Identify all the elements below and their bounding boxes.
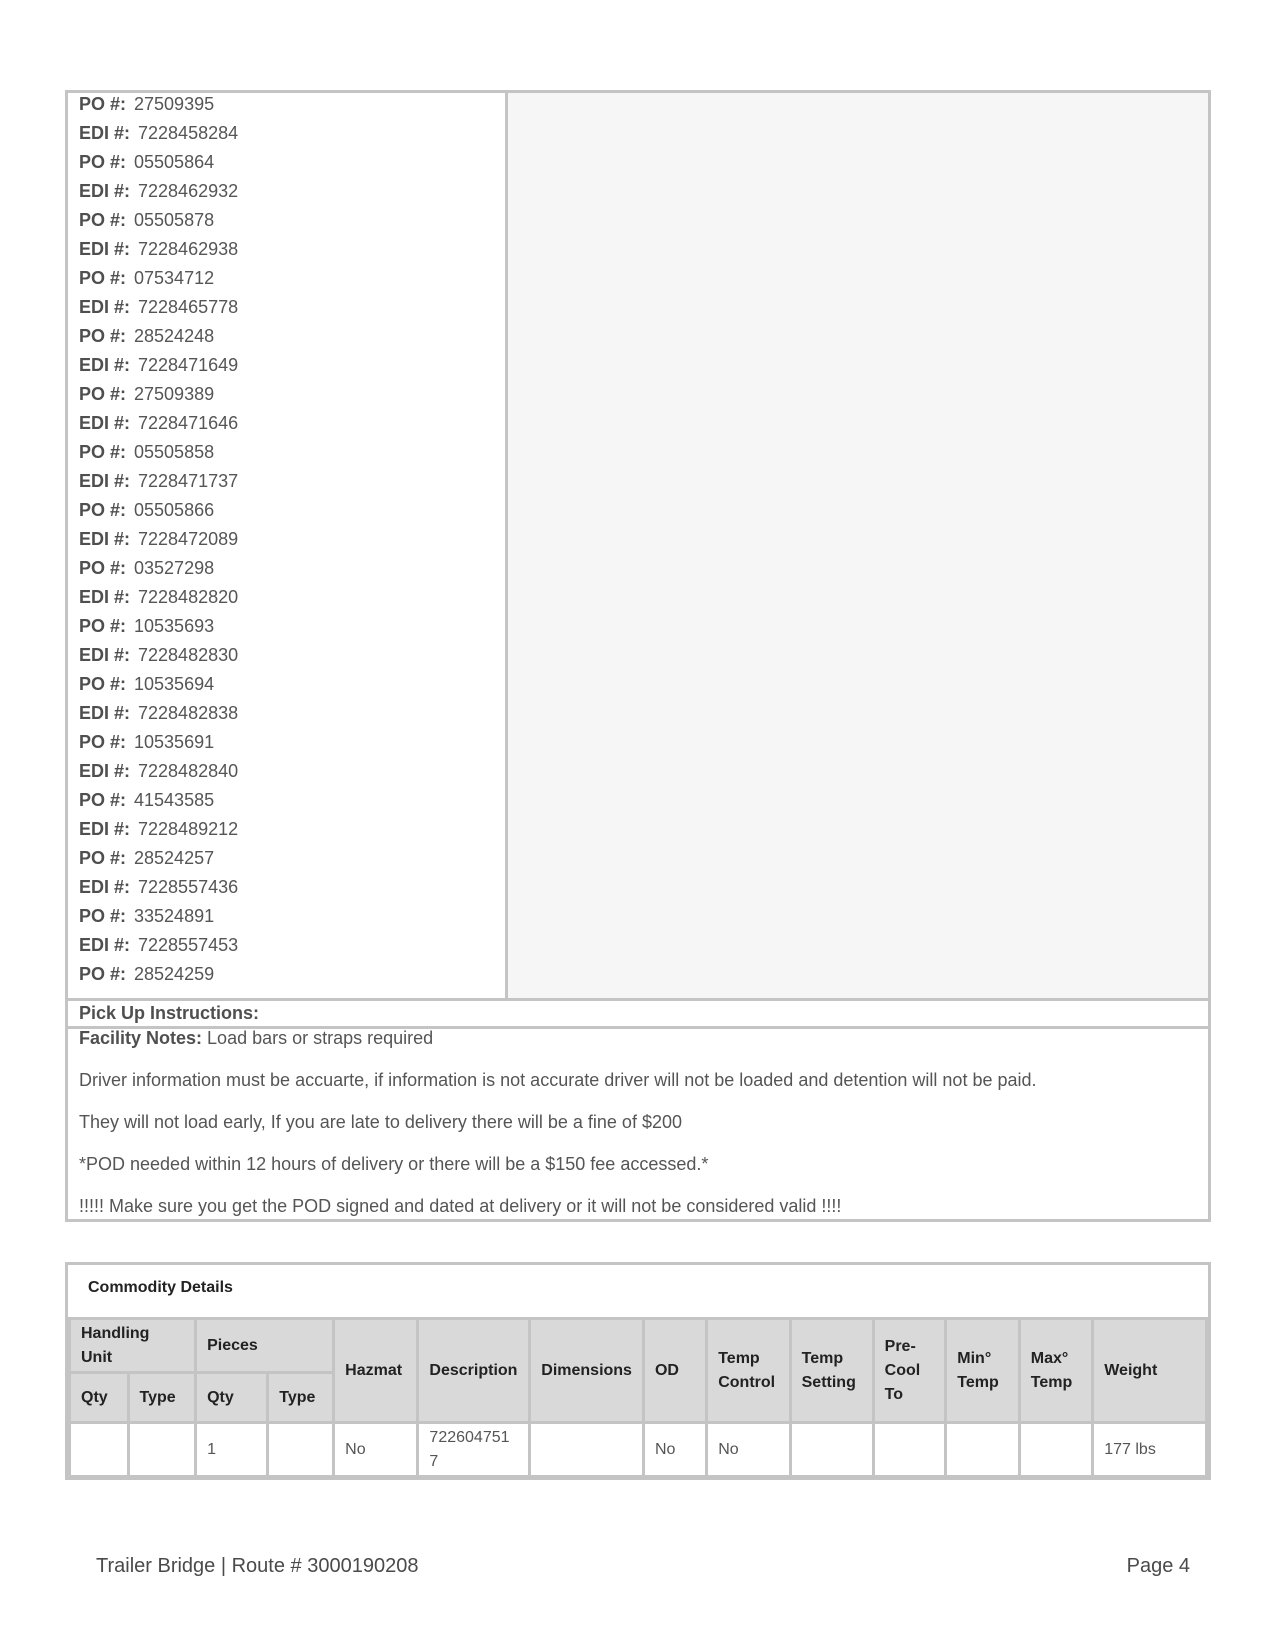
reference-label: EDI #: bbox=[79, 471, 131, 491]
reference-label: PO #: bbox=[79, 326, 127, 346]
reference-value: 7228482838 bbox=[138, 703, 239, 723]
blank-panel bbox=[508, 93, 1208, 998]
reference-label: PO #: bbox=[79, 558, 127, 578]
list-item bbox=[79, 529, 238, 549]
reference-label: PO #: bbox=[79, 964, 127, 984]
facility-notes-text: Load bars or straps required bbox=[207, 1028, 434, 1048]
list-item bbox=[79, 239, 238, 259]
list-item bbox=[79, 94, 214, 114]
reference-label: PO #: bbox=[79, 268, 127, 288]
cell-temp-setting bbox=[790, 1423, 873, 1477]
col-pc-type: Type bbox=[268, 1373, 334, 1423]
footer-route: Trailer Bridge | Route # 3000190208 bbox=[96, 1555, 419, 1577]
list-item bbox=[79, 616, 214, 636]
list-item bbox=[79, 587, 238, 607]
reference-label: PO #: bbox=[79, 848, 127, 868]
col-temp-control: Temp Control bbox=[707, 1319, 790, 1423]
list-item bbox=[79, 123, 238, 143]
table-row bbox=[70, 1423, 1207, 1477]
reference-value: 7228462938 bbox=[138, 239, 239, 259]
list-item bbox=[79, 935, 238, 955]
col-hu-type: Type bbox=[128, 1373, 196, 1423]
reference-value: 10535693 bbox=[134, 616, 215, 636]
cell-pc-type bbox=[268, 1423, 334, 1477]
references-column bbox=[68, 93, 508, 998]
cell-hazmat: No bbox=[334, 1423, 418, 1477]
reference-label: PO #: bbox=[79, 94, 127, 114]
reference-label: EDI #: bbox=[79, 181, 131, 201]
list-item bbox=[79, 326, 214, 346]
cell-weight: 177 lbs bbox=[1093, 1423, 1207, 1477]
reference-value: 7228482840 bbox=[138, 761, 239, 781]
col-max-temp: Max° Temp bbox=[1019, 1319, 1092, 1423]
reference-label: EDI #: bbox=[79, 123, 131, 143]
reference-value: 7228482830 bbox=[138, 645, 239, 665]
list-item bbox=[79, 500, 214, 520]
reference-label: PO #: bbox=[79, 906, 127, 926]
reference-label: EDI #: bbox=[79, 819, 131, 839]
references-box bbox=[65, 90, 1211, 1222]
list-item bbox=[79, 297, 238, 317]
reference-label: PO #: bbox=[79, 152, 127, 172]
list-item bbox=[79, 210, 214, 230]
list-item bbox=[79, 964, 214, 984]
commodity-details-title: Commodity Details bbox=[88, 1279, 233, 1296]
reference-label: PO #: bbox=[79, 616, 127, 636]
reference-value: 7228482820 bbox=[138, 587, 239, 607]
reference-label: EDI #: bbox=[79, 413, 131, 433]
list-item bbox=[79, 181, 238, 201]
reference-label: EDI #: bbox=[79, 703, 131, 723]
list-item bbox=[79, 558, 214, 578]
note-load-early: They will not load early, If you are late to delivery there will be a fine of $200 bbox=[79, 1112, 682, 1132]
reference-value: 7228471737 bbox=[138, 471, 239, 491]
reference-value: 7228462932 bbox=[138, 181, 239, 201]
footer-page-number: Page 4 bbox=[1126, 1555, 1190, 1577]
reference-label: PO #: bbox=[79, 500, 127, 520]
reference-value: 7228472089 bbox=[138, 529, 239, 549]
cell-pre-cool bbox=[873, 1423, 946, 1477]
reference-value: 27509389 bbox=[134, 384, 215, 404]
col-pre-cool: Pre-Cool To bbox=[873, 1319, 946, 1423]
reference-value: 28524257 bbox=[134, 848, 215, 868]
commodity-table bbox=[68, 1317, 1208, 1478]
reference-value: 7228557453 bbox=[138, 935, 239, 955]
reference-value: 05505858 bbox=[134, 442, 215, 462]
col-hazmat: Hazmat bbox=[334, 1319, 418, 1423]
reference-label: EDI #: bbox=[79, 239, 131, 259]
list-item bbox=[79, 906, 214, 926]
reference-label: EDI #: bbox=[79, 761, 131, 781]
list-item bbox=[79, 471, 238, 491]
reference-value: 33524891 bbox=[134, 906, 215, 926]
facility-notes-line bbox=[79, 1028, 433, 1049]
col-min-temp: Min° Temp bbox=[946, 1319, 1019, 1423]
reference-label: PO #: bbox=[79, 674, 127, 694]
cell-hu-type bbox=[128, 1423, 196, 1477]
cell-min-temp bbox=[946, 1423, 1019, 1477]
note-pod-signed: !!!!! Make sure you get the POD signed and dated at delivery or it will not be considered valid !!!! bbox=[79, 1196, 842, 1216]
note-driver-info: Driver information must be accuarte, if information is not accurate driver will not be loaded and detention will not be paid. bbox=[79, 1070, 1037, 1090]
reference-value: 28524259 bbox=[134, 964, 215, 984]
cell-dimensions bbox=[530, 1423, 644, 1477]
col-dimensions: Dimensions bbox=[530, 1319, 644, 1423]
reference-value: 7228458284 bbox=[138, 123, 239, 143]
pickup-instructions-header bbox=[68, 998, 1208, 1029]
list-item bbox=[79, 674, 214, 694]
reference-label: EDI #: bbox=[79, 355, 131, 375]
col-weight: Weight bbox=[1093, 1319, 1207, 1423]
col-pc-qty: Qty bbox=[196, 1373, 268, 1423]
list-item bbox=[79, 355, 238, 375]
note-pod-fee: *POD needed within 12 hours of delivery or there will be a $150 fee accessed.* bbox=[79, 1154, 709, 1174]
cell-hu-qty bbox=[70, 1423, 129, 1477]
col-pieces: Pieces bbox=[196, 1319, 334, 1373]
reference-value: 41543585 bbox=[134, 790, 215, 810]
reference-value: 05505864 bbox=[134, 152, 215, 172]
reference-value: 10535691 bbox=[134, 732, 215, 752]
list-item bbox=[79, 152, 214, 172]
list-item bbox=[79, 645, 238, 665]
cell-temp-control: No bbox=[707, 1423, 790, 1477]
col-handling-unit: Handling Unit bbox=[70, 1319, 196, 1373]
reference-value: 05505866 bbox=[134, 500, 215, 520]
list-item bbox=[79, 732, 214, 752]
reference-value: 27509395 bbox=[134, 94, 215, 114]
list-item bbox=[79, 413, 238, 433]
col-od: OD bbox=[643, 1319, 706, 1423]
reference-label: PO #: bbox=[79, 790, 127, 810]
reference-label: PO #: bbox=[79, 732, 127, 752]
list-item bbox=[79, 790, 214, 810]
reference-value: 03527298 bbox=[134, 558, 215, 578]
cell-description: 7226047517 bbox=[418, 1423, 530, 1477]
list-item bbox=[79, 819, 238, 839]
facility-notes-label: Facility Notes: bbox=[79, 1028, 203, 1048]
list-item bbox=[79, 848, 214, 868]
reference-value: 7228489212 bbox=[138, 819, 239, 839]
col-temp-setting: Temp Setting bbox=[790, 1319, 873, 1423]
reference-value: 28524248 bbox=[134, 326, 215, 346]
list-item bbox=[79, 703, 238, 723]
list-item bbox=[79, 761, 238, 781]
list-item bbox=[79, 442, 214, 462]
list-item bbox=[79, 268, 214, 288]
reference-value: 7228465778 bbox=[138, 297, 239, 317]
reference-label: PO #: bbox=[79, 442, 127, 462]
reference-value: 7228557436 bbox=[138, 877, 239, 897]
commodity-details-box bbox=[65, 1262, 1211, 1480]
col-description: Description bbox=[418, 1319, 530, 1423]
list-item bbox=[79, 877, 238, 897]
reference-value: 05505878 bbox=[134, 210, 215, 230]
cell-max-temp bbox=[1019, 1423, 1092, 1477]
reference-label: PO #: bbox=[79, 384, 127, 404]
reference-label: EDI #: bbox=[79, 587, 131, 607]
reference-label: EDI #: bbox=[79, 529, 131, 549]
reference-label: EDI #: bbox=[79, 935, 131, 955]
reference-label: EDI #: bbox=[79, 645, 131, 665]
reference-value: 07534712 bbox=[134, 268, 215, 288]
reference-label: EDI #: bbox=[79, 297, 131, 317]
reference-label: EDI #: bbox=[79, 877, 131, 897]
pickup-instructions-label: Pick Up Instructions: bbox=[79, 1003, 260, 1023]
list-item bbox=[79, 384, 214, 404]
reference-value: 10535694 bbox=[134, 674, 215, 694]
cell-pc-qty: 1 bbox=[196, 1423, 268, 1477]
cell-od: No bbox=[643, 1423, 706, 1477]
reference-label: PO #: bbox=[79, 210, 127, 230]
reference-value: 7228471649 bbox=[138, 355, 239, 375]
col-hu-qty: Qty bbox=[70, 1373, 129, 1423]
reference-value: 7228471646 bbox=[138, 413, 239, 433]
